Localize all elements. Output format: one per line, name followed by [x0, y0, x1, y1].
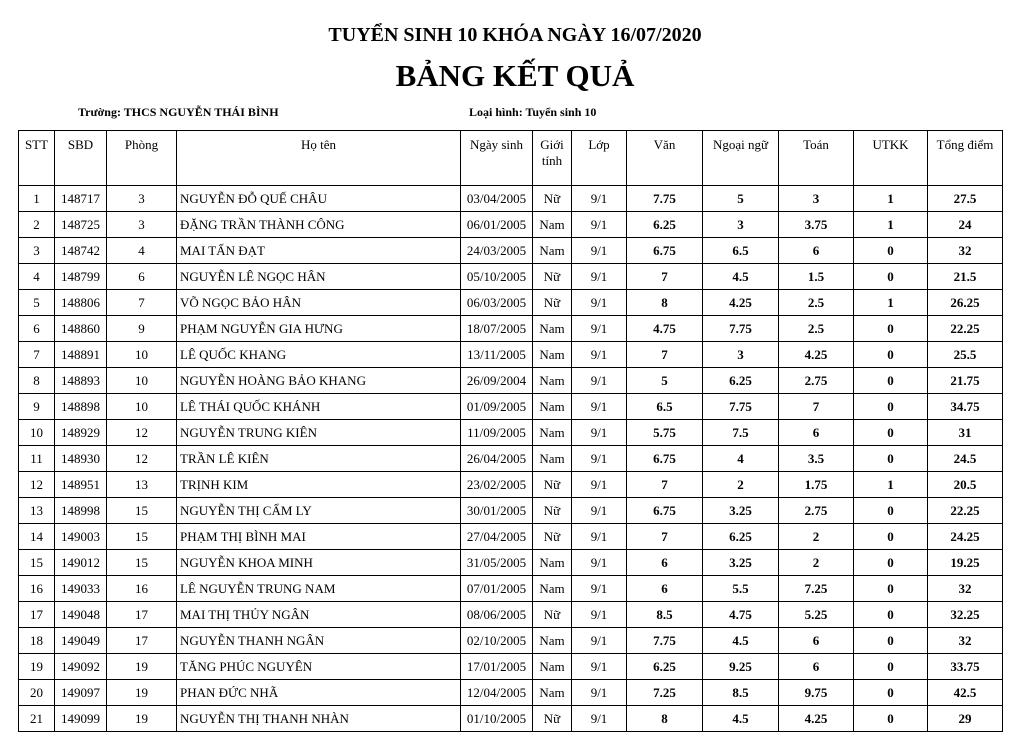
- math-score: 2.5: [779, 290, 854, 316]
- table-row: [19, 680, 1003, 706]
- gender-cell: Nữ: [533, 264, 572, 290]
- class-cell: 9/1: [572, 654, 627, 680]
- total-score: 42.5: [928, 680, 1003, 706]
- class-cell: 9/1: [572, 550, 627, 576]
- dob-cell: 13/11/2005: [461, 342, 533, 368]
- room-cell: 13: [107, 472, 177, 498]
- sbd-cell: 148799: [55, 264, 107, 290]
- sbd-cell: 148717: [55, 186, 107, 212]
- stt-cell: 4: [19, 264, 55, 290]
- name-cell: TRẦN LÊ KIÊN: [177, 446, 461, 472]
- literature-score: 6.75: [627, 446, 703, 472]
- room-cell: 3: [107, 186, 177, 212]
- priority-score: 0: [854, 680, 928, 706]
- dob-cell: 06/03/2005: [461, 290, 533, 316]
- math-score: 2.75: [779, 368, 854, 394]
- sbd-cell: 148893: [55, 368, 107, 394]
- room-cell: 15: [107, 524, 177, 550]
- math-score: 3: [779, 186, 854, 212]
- foreign-language-score: 9.25: [703, 654, 779, 680]
- table-row: [19, 290, 1003, 316]
- total-score: 21.75: [928, 368, 1003, 394]
- name-cell: NGUYỄN THANH NGÂN: [177, 628, 461, 654]
- priority-score: 0: [854, 316, 928, 342]
- gender-cell: Nam: [533, 628, 572, 654]
- gender-cell: Nam: [533, 550, 572, 576]
- sbd-cell: 149033: [55, 576, 107, 602]
- room-cell: 19: [107, 680, 177, 706]
- literature-score: 7: [627, 472, 703, 498]
- dob-cell: 18/07/2005: [461, 316, 533, 342]
- name-cell: NGUYỄN THỊ THANH NHÀN: [177, 706, 461, 732]
- stt-cell: 9: [19, 394, 55, 420]
- sbd-cell: 148998: [55, 498, 107, 524]
- room-cell: 10: [107, 394, 177, 420]
- class-cell: 9/1: [572, 472, 627, 498]
- sbd-cell: 148930: [55, 446, 107, 472]
- dob-cell: 02/10/2005: [461, 628, 533, 654]
- dob-cell: 06/01/2005: [461, 212, 533, 238]
- foreign-language-score: 6.25: [703, 368, 779, 394]
- name-cell: LÊ THÁI QUỐC KHÁNH: [177, 394, 461, 420]
- priority-score: 0: [854, 654, 928, 680]
- priority-score: 0: [854, 342, 928, 368]
- stt-cell: 8: [19, 368, 55, 394]
- room-cell: 16: [107, 576, 177, 602]
- priority-score: 0: [854, 264, 928, 290]
- table-row: [19, 342, 1003, 368]
- total-score: 22.25: [928, 316, 1003, 342]
- total-score: 25.5: [928, 342, 1003, 368]
- math-score: 2: [779, 524, 854, 550]
- class-cell: 9/1: [572, 264, 627, 290]
- foreign-language-score: 5.5: [703, 576, 779, 602]
- table-row: [19, 186, 1003, 212]
- foreign-language-score: 3.25: [703, 498, 779, 524]
- gender-cell: Nam: [533, 342, 572, 368]
- literature-score: 7.75: [627, 186, 703, 212]
- sbd-cell: 149097: [55, 680, 107, 706]
- stt-cell: 5: [19, 290, 55, 316]
- col-header-gender: Giới tính: [533, 131, 572, 186]
- priority-score: 0: [854, 576, 928, 602]
- name-cell: MAI THỊ THỦY NGÂN: [177, 602, 461, 628]
- dob-cell: 07/01/2005: [461, 576, 533, 602]
- stt-cell: 19: [19, 654, 55, 680]
- literature-score: 8.5: [627, 602, 703, 628]
- stt-cell: 12: [19, 472, 55, 498]
- stt-cell: 10: [19, 420, 55, 446]
- class-cell: 9/1: [572, 446, 627, 472]
- gender-cell: Nam: [533, 316, 572, 342]
- table-row: [19, 576, 1003, 602]
- gender-cell: Nữ: [533, 602, 572, 628]
- col-header-literature: Văn: [627, 131, 703, 186]
- table-row: [19, 446, 1003, 472]
- sbd-cell: 148898: [55, 394, 107, 420]
- name-cell: PHẠM NGUYỄN GIA HƯNG: [177, 316, 461, 342]
- literature-score: 7.25: [627, 680, 703, 706]
- dob-cell: 31/05/2005: [461, 550, 533, 576]
- sbd-cell: 148806: [55, 290, 107, 316]
- stt-cell: 3: [19, 238, 55, 264]
- stt-cell: 17: [19, 602, 55, 628]
- total-score: 34.75: [928, 394, 1003, 420]
- priority-score: 0: [854, 368, 928, 394]
- math-score: 5.25: [779, 602, 854, 628]
- sbd-cell: 149003: [55, 524, 107, 550]
- class-cell: 9/1: [572, 342, 627, 368]
- table-row: [19, 550, 1003, 576]
- room-cell: 19: [107, 654, 177, 680]
- priority-score: 0: [854, 602, 928, 628]
- math-score: 6: [779, 628, 854, 654]
- literature-score: 7: [627, 342, 703, 368]
- gender-cell: Nữ: [533, 472, 572, 498]
- col-header-dob: Ngày sinh: [461, 131, 533, 186]
- gender-cell: Nam: [533, 420, 572, 446]
- room-cell: 19: [107, 706, 177, 732]
- table-row: [19, 316, 1003, 342]
- room-cell: 6: [107, 264, 177, 290]
- total-score: 29: [928, 706, 1003, 732]
- name-cell: PHAN ĐỨC NHÃ: [177, 680, 461, 706]
- math-score: 7: [779, 394, 854, 420]
- foreign-language-score: 7.5: [703, 420, 779, 446]
- dob-cell: 05/10/2005: [461, 264, 533, 290]
- name-cell: TRỊNH KIM: [177, 472, 461, 498]
- math-score: 6: [779, 238, 854, 264]
- foreign-language-score: 6.5: [703, 238, 779, 264]
- priority-score: 0: [854, 238, 928, 264]
- sbd-cell: 148929: [55, 420, 107, 446]
- literature-score: 7: [627, 524, 703, 550]
- gender-cell: Nam: [533, 212, 572, 238]
- foreign-language-score: 7.75: [703, 394, 779, 420]
- stt-cell: 6: [19, 316, 55, 342]
- col-header-foreign-language: Ngoại ngữ: [703, 131, 779, 186]
- priority-score: 0: [854, 706, 928, 732]
- room-cell: 15: [107, 498, 177, 524]
- gender-cell: Nam: [533, 654, 572, 680]
- stt-cell: 18: [19, 628, 55, 654]
- stt-cell: 21: [19, 706, 55, 732]
- stt-cell: 16: [19, 576, 55, 602]
- sbd-cell: 149012: [55, 550, 107, 576]
- table-row: [19, 524, 1003, 550]
- room-cell: 7: [107, 290, 177, 316]
- col-header-priority: UTKK: [854, 131, 928, 186]
- name-cell: MAI TẤN ĐẠT: [177, 238, 461, 264]
- math-score: 9.75: [779, 680, 854, 706]
- total-score: 33.75: [928, 654, 1003, 680]
- math-score: 6: [779, 654, 854, 680]
- dob-cell: 26/04/2005: [461, 446, 533, 472]
- foreign-language-score: 4.5: [703, 264, 779, 290]
- dob-cell: 12/04/2005: [461, 680, 533, 706]
- gender-cell: Nam: [533, 238, 572, 264]
- name-cell: NGUYỄN THỊ CẨM LY: [177, 498, 461, 524]
- room-cell: 9: [107, 316, 177, 342]
- gender-cell: Nam: [533, 368, 572, 394]
- literature-score: 5.75: [627, 420, 703, 446]
- dob-cell: 24/03/2005: [461, 238, 533, 264]
- class-cell: 9/1: [572, 524, 627, 550]
- name-cell: VÕ NGỌC BẢO HÂN: [177, 290, 461, 316]
- math-score: 7.25: [779, 576, 854, 602]
- dob-cell: 01/09/2005: [461, 394, 533, 420]
- sbd-cell: 148891: [55, 342, 107, 368]
- foreign-language-score: 4: [703, 446, 779, 472]
- room-cell: 12: [107, 420, 177, 446]
- class-cell: 9/1: [572, 498, 627, 524]
- class-cell: 9/1: [572, 680, 627, 706]
- table-row: [19, 264, 1003, 290]
- col-header-math: Toán: [779, 131, 854, 186]
- math-score: 6: [779, 420, 854, 446]
- room-cell: 10: [107, 342, 177, 368]
- foreign-language-score: 4.5: [703, 706, 779, 732]
- col-header-total: Tổng điểm: [928, 131, 1003, 186]
- total-score: 32: [928, 238, 1003, 264]
- foreign-language-score: 4.75: [703, 602, 779, 628]
- stt-cell: 1: [19, 186, 55, 212]
- dob-cell: 08/06/2005: [461, 602, 533, 628]
- total-score: 31: [928, 420, 1003, 446]
- room-cell: 4: [107, 238, 177, 264]
- total-score: 32: [928, 628, 1003, 654]
- class-cell: 9/1: [572, 212, 627, 238]
- total-score: 21.5: [928, 264, 1003, 290]
- col-header-stt: STT: [19, 131, 55, 186]
- exam-title: TUYỂN SINH 10 KHÓA NGÀY 16/07/2020: [328, 24, 702, 46]
- dob-cell: 30/01/2005: [461, 498, 533, 524]
- priority-score: 1: [854, 212, 928, 238]
- priority-score: 0: [854, 550, 928, 576]
- foreign-language-score: 6.25: [703, 524, 779, 550]
- total-score: 24: [928, 212, 1003, 238]
- foreign-language-score: 3: [703, 212, 779, 238]
- stt-cell: 15: [19, 550, 55, 576]
- gender-cell: Nam: [533, 680, 572, 706]
- table-row: [19, 212, 1003, 238]
- foreign-language-score: 4.5: [703, 628, 779, 654]
- class-cell: 9/1: [572, 186, 627, 212]
- table-body: [19, 186, 1003, 732]
- literature-score: 6: [627, 550, 703, 576]
- sbd-cell: 148860: [55, 316, 107, 342]
- sbd-cell: 148742: [55, 238, 107, 264]
- results-table: [18, 130, 1003, 732]
- gender-cell: Nữ: [533, 524, 572, 550]
- math-score: 4.25: [779, 342, 854, 368]
- table-row: [19, 420, 1003, 446]
- col-header-class: Lớp: [572, 131, 627, 186]
- table-row: [19, 394, 1003, 420]
- literature-score: 7.75: [627, 628, 703, 654]
- col-header-sbd: SBD: [55, 131, 107, 186]
- class-cell: 9/1: [572, 602, 627, 628]
- sbd-cell: 149092: [55, 654, 107, 680]
- class-cell: 9/1: [572, 706, 627, 732]
- total-score: 19.25: [928, 550, 1003, 576]
- room-cell: 17: [107, 628, 177, 654]
- foreign-language-score: 5: [703, 186, 779, 212]
- sbd-cell: 148951: [55, 472, 107, 498]
- sbd-cell: 149099: [55, 706, 107, 732]
- stt-cell: 7: [19, 342, 55, 368]
- literature-score: 6.25: [627, 654, 703, 680]
- room-cell: 15: [107, 550, 177, 576]
- name-cell: NGUYỄN ĐỖ QUẾ CHÂU: [177, 186, 461, 212]
- math-score: 2: [779, 550, 854, 576]
- name-cell: NGUYỄN LÊ NGỌC HÂN: [177, 264, 461, 290]
- math-score: 3.5: [779, 446, 854, 472]
- foreign-language-score: 8.5: [703, 680, 779, 706]
- table-row: [19, 628, 1003, 654]
- table-row: [19, 654, 1003, 680]
- stt-cell: 13: [19, 498, 55, 524]
- table-row: [19, 472, 1003, 498]
- dob-cell: 23/02/2005: [461, 472, 533, 498]
- foreign-language-score: 4.25: [703, 290, 779, 316]
- math-score: 2.75: [779, 498, 854, 524]
- gender-cell: Nữ: [533, 290, 572, 316]
- room-cell: 3: [107, 212, 177, 238]
- sbd-cell: 148725: [55, 212, 107, 238]
- class-cell: 9/1: [572, 290, 627, 316]
- stt-cell: 11: [19, 446, 55, 472]
- name-cell: LÊ NGUYỄN TRUNG NAM: [177, 576, 461, 602]
- class-cell: 9/1: [572, 316, 627, 342]
- foreign-language-score: 3: [703, 342, 779, 368]
- class-cell: 9/1: [572, 238, 627, 264]
- priority-score: 1: [854, 290, 928, 316]
- gender-cell: Nữ: [533, 186, 572, 212]
- total-score: 27.5: [928, 186, 1003, 212]
- total-score: 20.5: [928, 472, 1003, 498]
- dob-cell: 17/01/2005: [461, 654, 533, 680]
- name-cell: TĂNG PHÚC NGUYÊN: [177, 654, 461, 680]
- literature-score: 5: [627, 368, 703, 394]
- name-cell: NGUYỄN KHOA MINH: [177, 550, 461, 576]
- class-cell: 9/1: [572, 368, 627, 394]
- page-title: BẢNG KẾT QUẢ: [395, 58, 635, 93]
- name-cell: PHẠM THỊ BÌNH MAI: [177, 524, 461, 550]
- math-score: 3.75: [779, 212, 854, 238]
- priority-score: 0: [854, 628, 928, 654]
- stt-cell: 14: [19, 524, 55, 550]
- sbd-cell: 149049: [55, 628, 107, 654]
- total-score: 32.25: [928, 602, 1003, 628]
- room-cell: 10: [107, 368, 177, 394]
- gender-cell: Nữ: [533, 498, 572, 524]
- class-cell: 9/1: [572, 394, 627, 420]
- priority-score: 0: [854, 420, 928, 446]
- priority-score: 1: [854, 186, 928, 212]
- name-cell: LÊ QUỐC KHANG: [177, 342, 461, 368]
- exam-type-label: Loại hình: Tuyển sinh 10: [469, 105, 597, 119]
- table-row: [19, 238, 1003, 264]
- sbd-cell: 149048: [55, 602, 107, 628]
- gender-cell: Nam: [533, 576, 572, 602]
- dob-cell: 03/04/2005: [461, 186, 533, 212]
- gender-cell: Nam: [533, 394, 572, 420]
- stt-cell: 2: [19, 212, 55, 238]
- dob-cell: 26/09/2004: [461, 368, 533, 394]
- col-header-room: Phòng: [107, 131, 177, 186]
- math-score: 4.25: [779, 706, 854, 732]
- room-cell: 12: [107, 446, 177, 472]
- literature-score: 6: [627, 576, 703, 602]
- literature-score: 8: [627, 290, 703, 316]
- stt-cell: 20: [19, 680, 55, 706]
- class-cell: 9/1: [572, 628, 627, 654]
- foreign-language-score: 2: [703, 472, 779, 498]
- priority-score: 0: [854, 524, 928, 550]
- math-score: 1.75: [779, 472, 854, 498]
- gender-cell: Nữ: [533, 706, 572, 732]
- table-row: [19, 368, 1003, 394]
- priority-score: 0: [854, 446, 928, 472]
- total-score: 24.5: [928, 446, 1003, 472]
- table-row: [19, 498, 1003, 524]
- literature-score: 6.75: [627, 498, 703, 524]
- literature-score: 6.25: [627, 212, 703, 238]
- literature-score: 7: [627, 264, 703, 290]
- school-label: Trường: THCS NGUYỄN THÁI BÌNH: [78, 105, 279, 119]
- math-score: 2.5: [779, 316, 854, 342]
- total-score: 32: [928, 576, 1003, 602]
- literature-score: 6.5: [627, 394, 703, 420]
- dob-cell: 11/09/2005: [461, 420, 533, 446]
- priority-score: 1: [854, 472, 928, 498]
- priority-score: 0: [854, 394, 928, 420]
- foreign-language-score: 7.75: [703, 316, 779, 342]
- gender-cell: Nam: [533, 446, 572, 472]
- class-cell: 9/1: [572, 420, 627, 446]
- priority-score: 0: [854, 498, 928, 524]
- foreign-language-score: 3.25: [703, 550, 779, 576]
- total-score: 22.25: [928, 498, 1003, 524]
- dob-cell: 01/10/2005: [461, 706, 533, 732]
- total-score: 26.25: [928, 290, 1003, 316]
- dob-cell: 27/04/2005: [461, 524, 533, 550]
- class-cell: 9/1: [572, 576, 627, 602]
- name-cell: NGUYỄN HOÀNG BẢO KHANG: [177, 368, 461, 394]
- name-cell: NGUYỄN TRUNG KIÊN: [177, 420, 461, 446]
- table-row: [19, 602, 1003, 628]
- total-score: 24.25: [928, 524, 1003, 550]
- literature-score: 6.75: [627, 238, 703, 264]
- math-score: 1.5: [779, 264, 854, 290]
- literature-score: 4.75: [627, 316, 703, 342]
- literature-score: 8: [627, 706, 703, 732]
- header-row: [19, 131, 1003, 186]
- name-cell: ĐẶNG TRẦN THÀNH CÔNG: [177, 212, 461, 238]
- room-cell: 17: [107, 602, 177, 628]
- col-header-name: Họ tên: [177, 131, 461, 186]
